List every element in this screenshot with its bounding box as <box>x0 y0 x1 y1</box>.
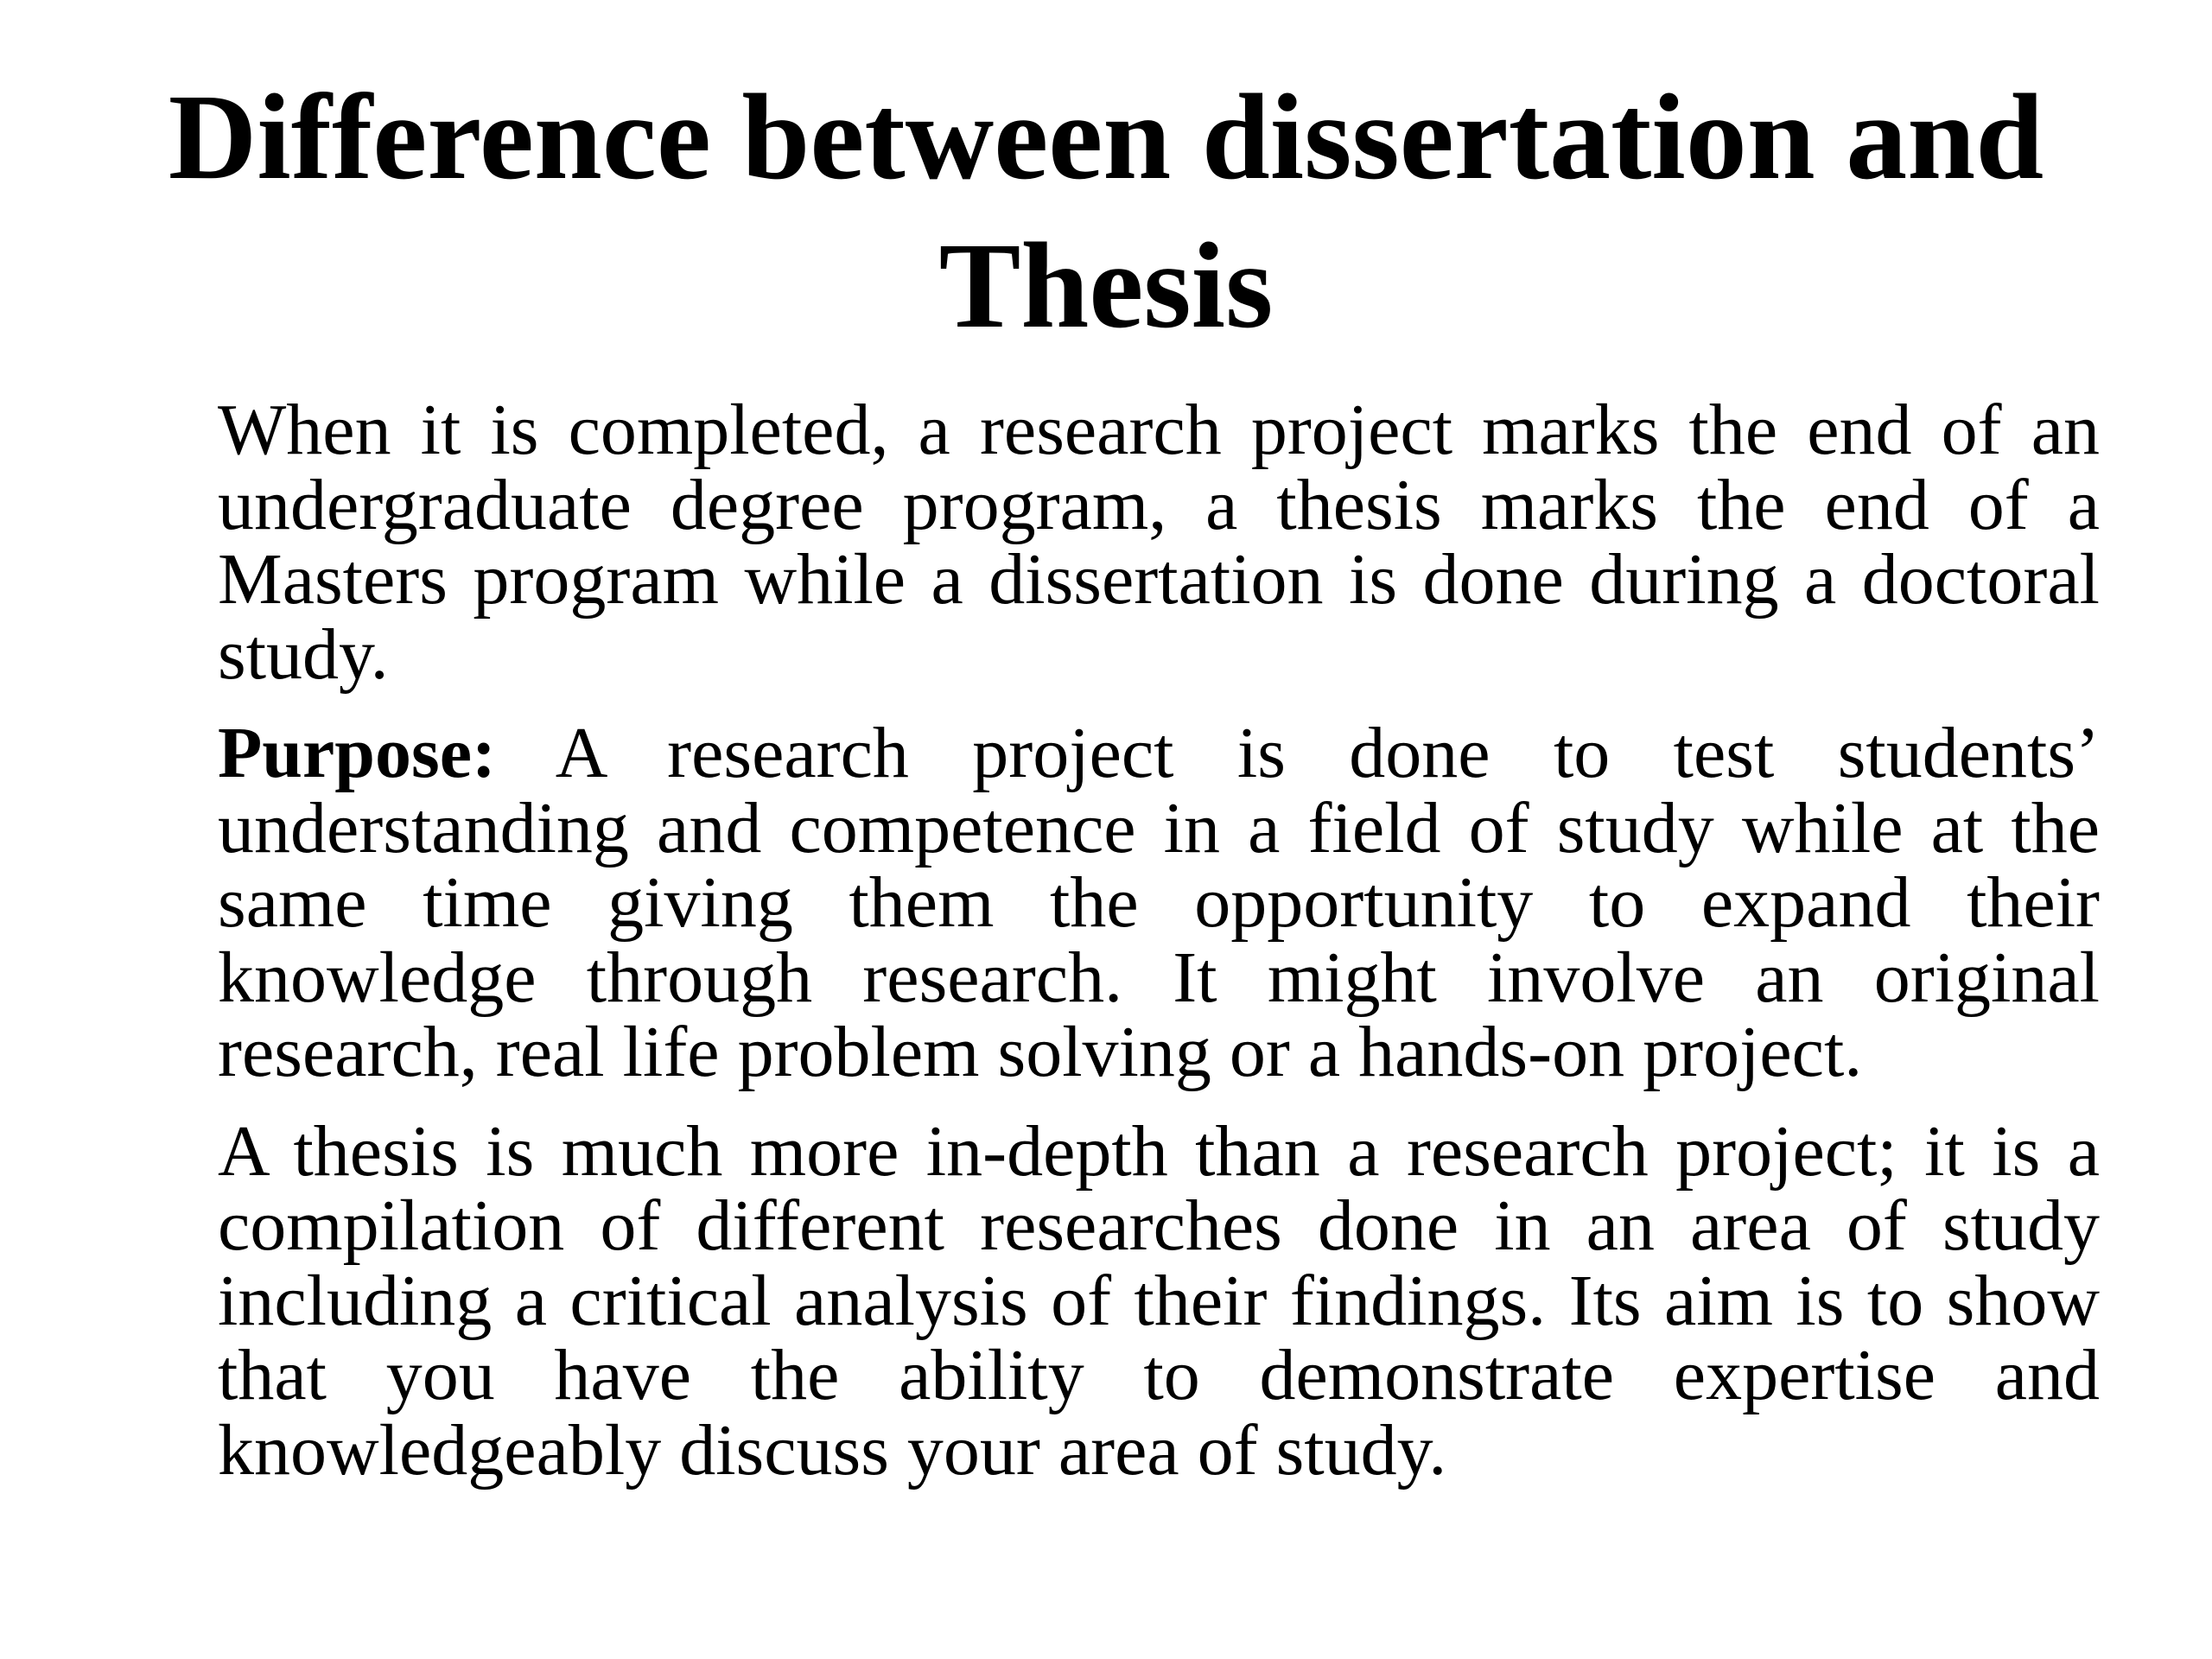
purpose-label: Purpose: <box>218 713 496 793</box>
paragraph-intro: When it is completed, a research project marks the end of an undergraduate degree program, a thesis marks the end of a Masters program while a dissertation is done during a doctoral study. <box>218 390 2100 695</box>
slide-body <box>218 390 2100 1512</box>
paragraph-thesis: A thesis is much more in-depth than a research project; it is a compilation of different researches done in an area of study including a critical analysis of their findings. Its aim is to show that you have the ability to demonstrate expertise and knowledgeably discuss your area of study. <box>218 1110 2100 1491</box>
slide-title: Difference between dissertation and Thesis <box>168 68 2044 353</box>
purpose-text: A research project is done to test students’ understanding and competence in a field of study while at the same time giving them the opportunity to expand their knowledge through research. It might involve an original research, real life problem solving or a hands-on project. <box>218 713 2100 1092</box>
paragraph-purpose <box>218 713 2100 1092</box>
